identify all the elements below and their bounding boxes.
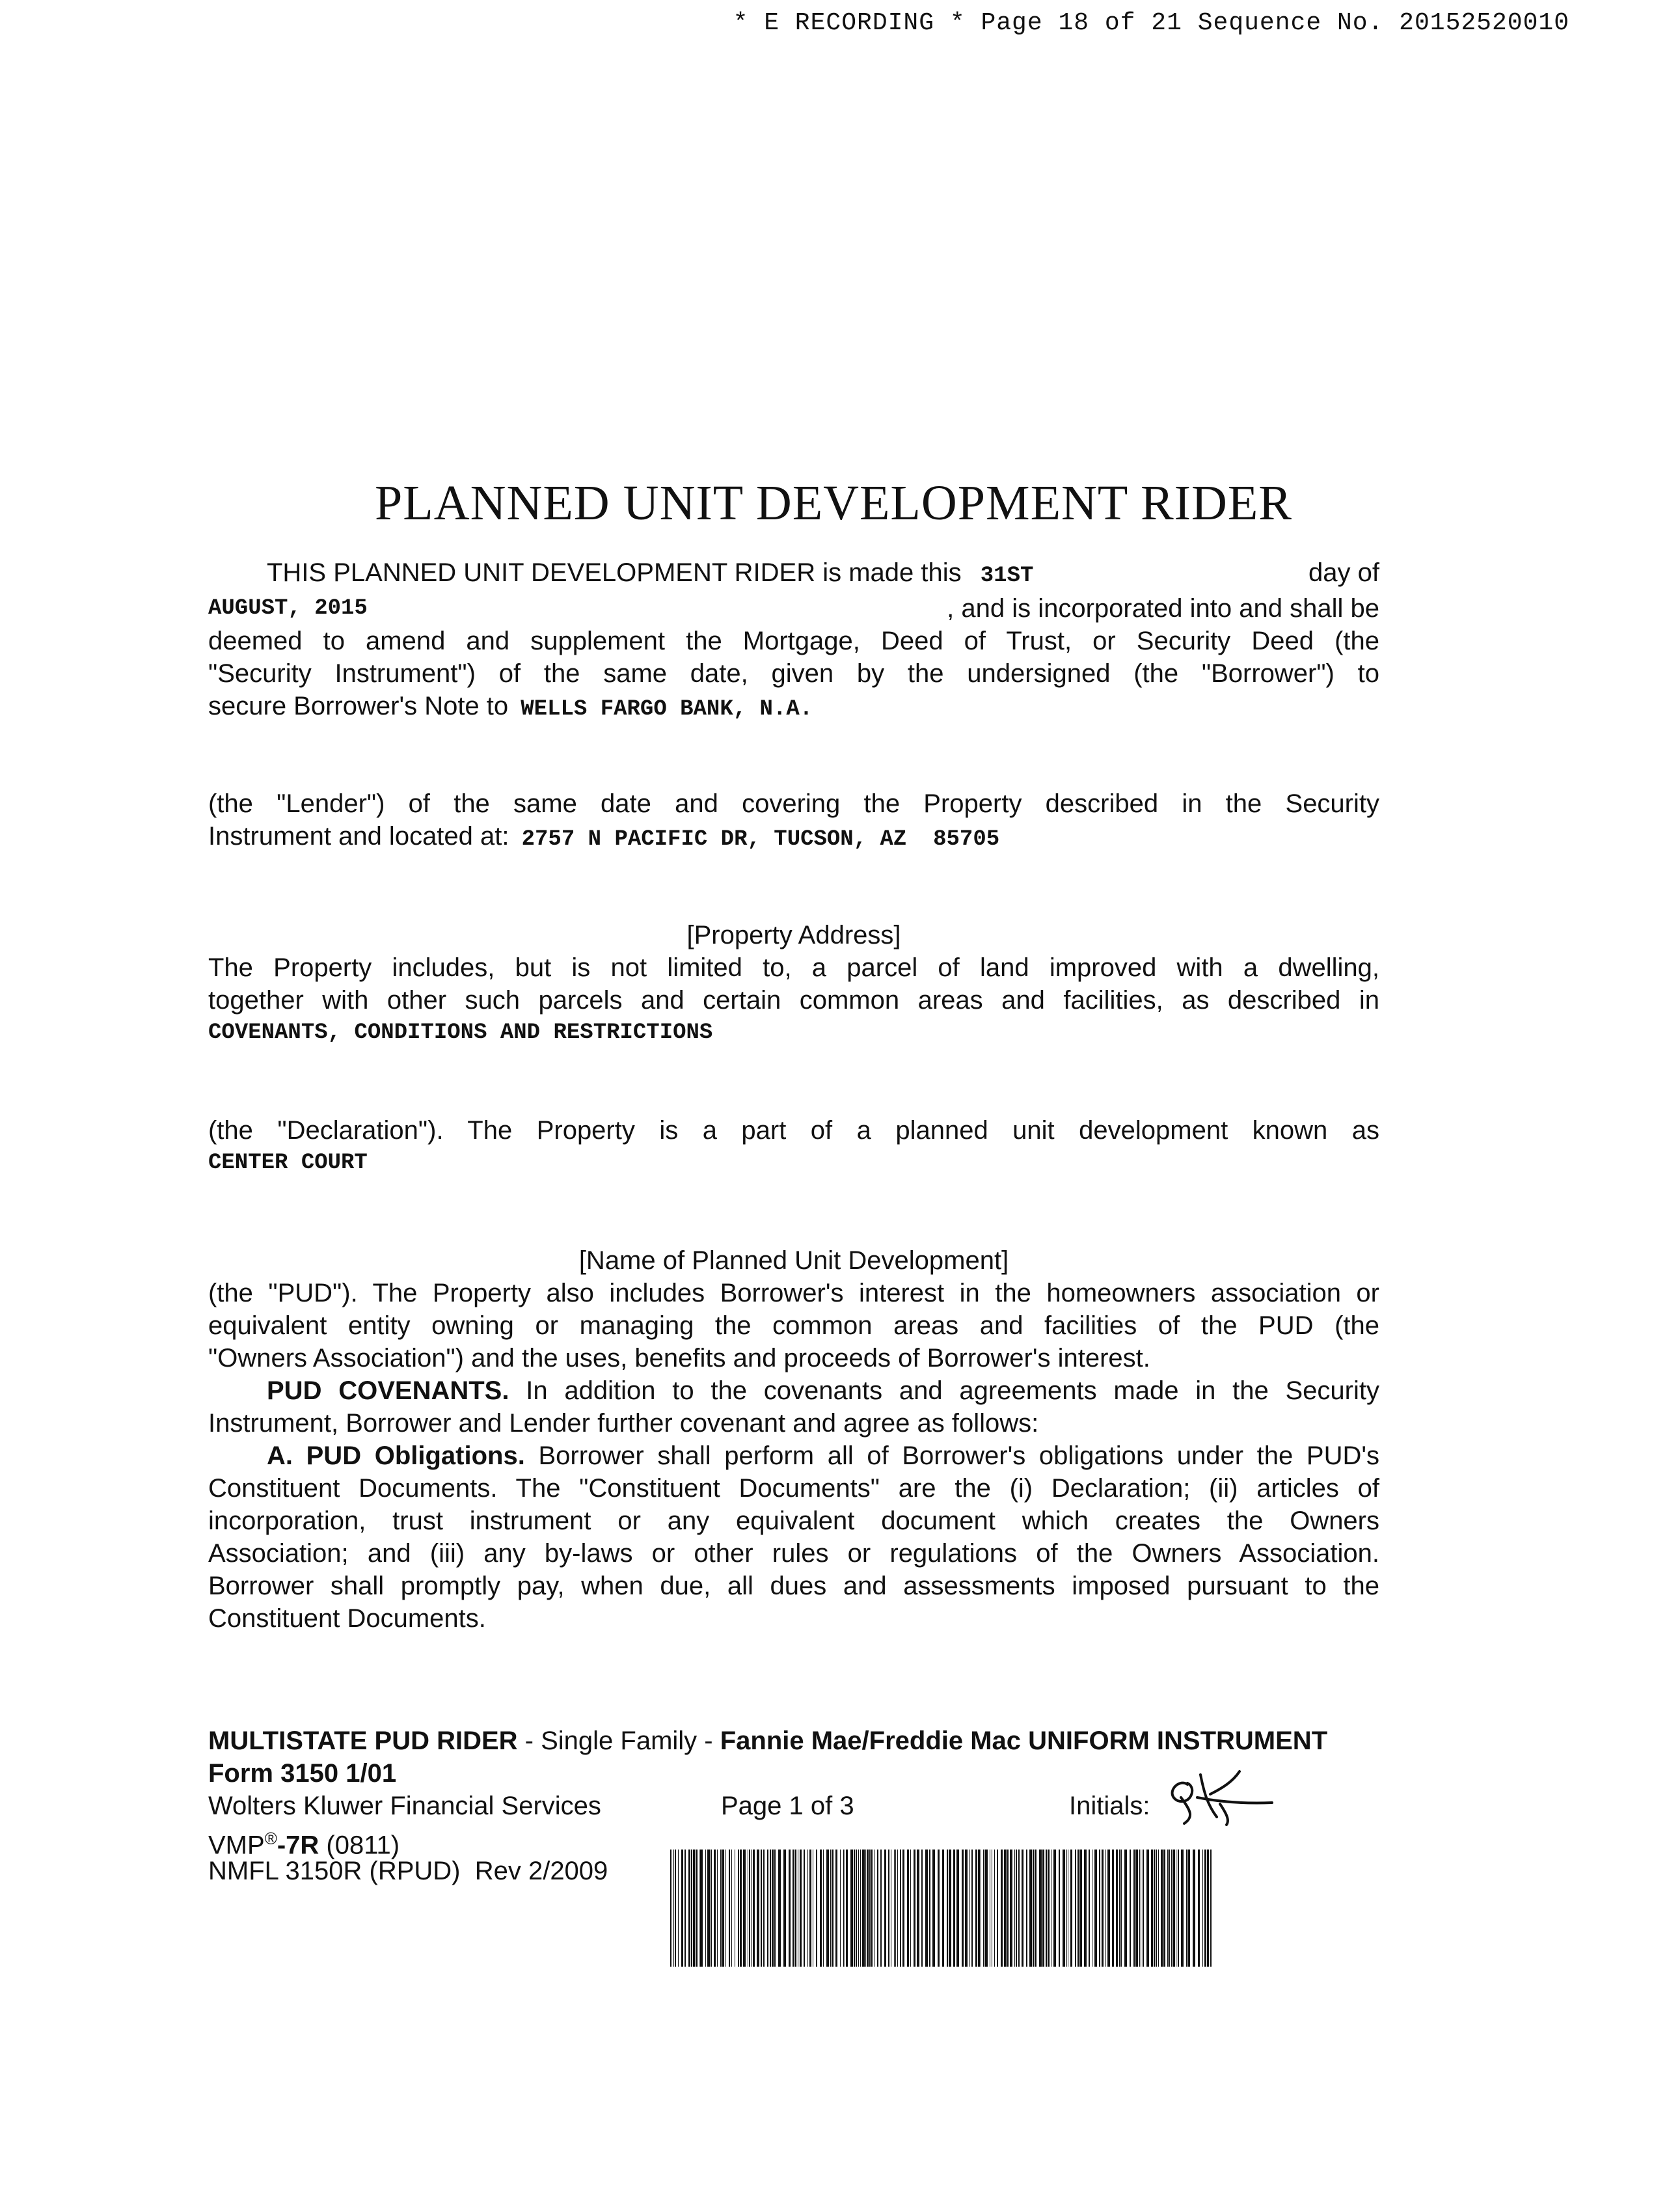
footer-vmp-suffix: (0811) — [319, 1831, 400, 1860]
barcode-bar — [1154, 1850, 1155, 1967]
barcode-bar — [1063, 1850, 1065, 1967]
barcode-bar — [1014, 1850, 1015, 1967]
barcode-bar — [1105, 1850, 1106, 1967]
barcode-bar — [895, 1850, 896, 1967]
barcode-bar — [1158, 1850, 1159, 1967]
barcode-bar — [1193, 1850, 1195, 1967]
barcode-bar — [757, 1850, 759, 1967]
intro-line2-rest: , and is incorporated into and shall be — [947, 594, 1379, 623]
property-address: 2757 N PACIFIC DR, TUCSON, AZ 85705 — [521, 827, 1000, 852]
barcode-bar — [880, 1850, 882, 1967]
section-a-line3: incorporation, trust instrument or any equivalent document which creates the Owners — [208, 1507, 1379, 1535]
barcode-bar — [693, 1850, 695, 1967]
pud-line2: equivalent entity owning or managing the common areas and facilities of the PUD (the — [208, 1311, 1379, 1340]
barcode-bar — [867, 1850, 869, 1967]
barcode-bar — [826, 1850, 829, 1967]
barcode-bar — [1079, 1850, 1082, 1967]
barcode-bar — [717, 1850, 718, 1967]
intro-paragraph — [208, 556, 1379, 726]
barcode-bar — [1139, 1850, 1140, 1967]
barcode-bar — [738, 1850, 739, 1967]
intro-line3: deemed to amend and supplement the Mortgage, Deed of Trust, or Security Deed (the — [208, 627, 1379, 655]
barcode-bar — [793, 1850, 794, 1967]
pud-line1: (the "PUD"). The Property also includes Borrower's interest in the homeowners association or — [208, 1279, 1379, 1307]
barcode-bar — [763, 1850, 765, 1967]
barcode-bar — [1210, 1850, 1212, 1967]
barcode-bar — [1066, 1850, 1067, 1967]
covenants-line2: Instrument, Borrower and Lender further covenant and agree as follows: — [208, 1409, 1039, 1438]
barcode-bar — [783, 1850, 786, 1967]
barcode-bar — [675, 1850, 676, 1967]
barcode-bar — [816, 1850, 817, 1967]
barcode-bar — [1146, 1850, 1149, 1967]
barcode-bar — [871, 1850, 873, 1967]
barcode-bar — [789, 1850, 791, 1967]
barcode-bar — [1048, 1850, 1050, 1967]
barcode-bar — [1161, 1850, 1163, 1967]
barcode-bar — [1029, 1850, 1032, 1967]
barcode-bar — [707, 1850, 710, 1967]
intro-line5-lead: secure Borrower's Note to — [208, 692, 509, 720]
barcode-bar — [761, 1850, 762, 1967]
barcode-bar — [1167, 1850, 1169, 1967]
barcode-bar — [843, 1850, 844, 1967]
barcode-bar — [1089, 1850, 1090, 1967]
footer-uniform: Fannie Mae/Freddie Mac UNIFORM INSTRUMENT — [720, 1727, 1328, 1755]
barcode-bar — [1163, 1850, 1165, 1967]
covenants-line1-rest: In addition to the covenants and agreements made in the Security — [526, 1376, 1379, 1405]
footer-page: Page 1 of 3 — [721, 1792, 854, 1820]
barcode-bar — [678, 1850, 679, 1967]
barcode-bar — [691, 1850, 692, 1967]
barcode-bar — [770, 1850, 771, 1967]
barcode-bar — [902, 1850, 904, 1967]
barcode-bar — [854, 1850, 855, 1967]
barcode-bar — [673, 1850, 674, 1967]
barcode-bar — [938, 1850, 940, 1967]
barcode-bar — [907, 1850, 909, 1967]
footer-form: Form 3150 1/01 — [208, 1759, 397, 1788]
barcode-bar — [1026, 1850, 1027, 1967]
barcode-bar — [830, 1850, 831, 1967]
barcode-bar — [997, 1850, 998, 1967]
footer-rider-rest: - Single Family - — [517, 1727, 720, 1755]
barcode-bar — [994, 1850, 995, 1967]
barcode-bar — [1169, 1850, 1170, 1967]
barcode — [670, 1850, 1217, 1967]
barcode-bar — [1001, 1850, 1003, 1967]
barcode-bar — [722, 1850, 724, 1967]
barcode-bar — [932, 1850, 935, 1967]
barcode-bar — [670, 1850, 671, 1967]
lender-paragraph — [208, 787, 1379, 856]
month-year-value: AUGUST, 2015 — [208, 596, 368, 621]
barcode-bar — [1124, 1850, 1127, 1967]
lender-name: WELLS FARGO BANK, N.A. — [521, 697, 813, 722]
barcode-bar — [1187, 1850, 1190, 1967]
footer-vmp-code: -7R — [277, 1831, 319, 1860]
pud-name: CENTER COURT — [208, 1151, 368, 1175]
barcode-bar — [1094, 1850, 1097, 1967]
barcode-bar — [1004, 1850, 1007, 1967]
barcode-bar — [684, 1850, 686, 1967]
barcode-bar — [953, 1850, 955, 1967]
section-a-line1 — [208, 1440, 1379, 1472]
barcode-bar — [985, 1850, 988, 1967]
barcode-bar — [1042, 1850, 1044, 1967]
day-of-label: day of — [1308, 558, 1379, 587]
barcode-bar — [947, 1850, 948, 1967]
barcode-bar — [1010, 1850, 1012, 1967]
barcode-bar — [862, 1850, 865, 1967]
barcode-bar — [897, 1850, 898, 1967]
covenants-heading: PUD COVENANTS. — [267, 1376, 509, 1405]
barcode-bar — [983, 1850, 984, 1967]
document-title: PLANNED UNIT DEVELOPMENT RIDER — [375, 476, 1292, 530]
pud-paragraph — [208, 1277, 1379, 1635]
barcode-bar — [725, 1850, 726, 1967]
barcode-bar — [942, 1850, 944, 1967]
barcode-bar — [749, 1850, 750, 1967]
barcode-bar — [914, 1850, 915, 1967]
barcode-bar — [807, 1850, 808, 1967]
footer-rider-bold: MULTISTATE PUD RIDER — [208, 1727, 518, 1755]
barcode-bar — [962, 1850, 964, 1967]
barcode-bar — [1178, 1850, 1179, 1967]
barcode-bar — [1035, 1850, 1036, 1967]
barcode-bar — [1039, 1850, 1042, 1967]
barcode-bar — [688, 1850, 690, 1967]
footer-nmfl: NMFL 3150R (RPUD) Rev 2/2009 — [208, 1857, 608, 1885]
barcode-bar — [1204, 1850, 1206, 1967]
barcode-bar — [869, 1850, 871, 1967]
section-a-line1-rest: Borrower shall perform all of Borrower's obligations under the PUD's — [538, 1441, 1379, 1470]
lender-line1: (the "Lender") of the same date and covering the Property described in the Security — [208, 789, 1379, 818]
barcode-bar — [743, 1850, 746, 1967]
barcode-bar — [978, 1850, 980, 1967]
barcode-bar — [1207, 1850, 1209, 1967]
property-line1: The Property includes, but is not limited to, a parcel of land improved with a dwelling, — [208, 953, 1379, 982]
pud-name-label: [Name of Planned Unit Development] — [578, 1246, 1009, 1275]
barcode-bar — [1116, 1850, 1118, 1967]
barcode-bar — [1143, 1850, 1144, 1967]
barcode-bar — [751, 1850, 752, 1967]
barcode-bar — [1099, 1850, 1100, 1967]
barcode-bar — [804, 1850, 805, 1967]
barcode-bar — [681, 1850, 683, 1967]
barcode-bar — [731, 1850, 732, 1967]
intro-line4: "Security Instrument") of the same date, given by the undersigned (the "Borrower") to — [208, 659, 1379, 688]
section-a-line5: Borrower shall promptly pay, when due, all dues and assessments imposed pursuant to the — [208, 1572, 1379, 1600]
barcode-bar — [820, 1850, 822, 1967]
barcode-bar — [969, 1850, 970, 1967]
barcode-bar — [1022, 1850, 1023, 1967]
barcode-bar — [877, 1850, 878, 1967]
barcode-bar — [705, 1850, 706, 1967]
barcode-bar — [856, 1850, 857, 1967]
footer-vmp-prefix: VMP — [208, 1831, 265, 1860]
day-value: 31ST — [980, 564, 1034, 588]
barcode-bar — [1107, 1850, 1110, 1967]
barcode-bar — [975, 1850, 977, 1967]
barcode-bar — [729, 1850, 730, 1967]
barcode-bar — [1046, 1850, 1047, 1967]
barcode-bar — [1059, 1850, 1060, 1967]
barcode-bar — [1033, 1850, 1034, 1967]
barcode-bar — [910, 1850, 911, 1967]
barcode-bar — [1075, 1850, 1076, 1967]
barcode-bar — [795, 1850, 796, 1967]
barcode-bar — [921, 1850, 923, 1967]
property-line2: together with other such parcels and certain common areas and facilities, as described in — [208, 986, 1379, 1015]
barcode-bar — [1007, 1850, 1009, 1967]
barcode-bar — [1102, 1850, 1104, 1967]
barcode-bar — [1112, 1850, 1114, 1967]
barcode-bar — [714, 1850, 716, 1967]
barcode-bar — [800, 1850, 802, 1967]
barcode-bar — [1070, 1850, 1072, 1967]
barcode-bar — [894, 1850, 895, 1967]
property-paragraph — [208, 951, 1379, 1049]
barcode-bar — [884, 1850, 886, 1967]
barcode-bar — [1077, 1850, 1079, 1967]
barcode-bar — [865, 1850, 866, 1967]
barcode-bar — [1133, 1850, 1135, 1967]
barcode-bar — [772, 1850, 774, 1967]
barcode-bar — [1120, 1850, 1122, 1967]
barcode-bar — [1156, 1850, 1157, 1967]
barcode-bar — [1023, 1850, 1024, 1967]
barcode-bar — [740, 1850, 742, 1967]
property-address-label: [Property Address] — [686, 921, 901, 949]
barcode-bar — [850, 1850, 853, 1967]
barcode-bar — [1171, 1850, 1172, 1967]
barcode-bar — [1173, 1850, 1175, 1967]
barcode-bar — [1151, 1850, 1153, 1967]
lender-line2-lead: Instrument and located at: — [208, 822, 509, 851]
footer-vmp-reg: ® — [264, 1829, 277, 1848]
barcode-bar — [767, 1850, 768, 1967]
footer-company: Wolters Kluwer Financial Services — [208, 1792, 601, 1820]
barcode-bar — [860, 1850, 861, 1967]
barcode-bar — [823, 1850, 824, 1967]
barcode-bar — [929, 1850, 930, 1967]
recording-header: * E RECORDING * Page 18 of 21 Sequence No. 20152520010 — [733, 9, 1569, 37]
barcode-bar — [925, 1850, 928, 1967]
intro-lead: THIS PLANNED UNIT DEVELOPMENT RIDER is made this — [267, 558, 962, 587]
barcode-bar — [949, 1850, 951, 1967]
barcode-bar — [753, 1850, 755, 1967]
barcode-bar — [1119, 1850, 1120, 1967]
barcode-bar — [1135, 1850, 1138, 1967]
footer-initials-label: Initials: — [1069, 1792, 1150, 1820]
barcode-bar — [965, 1850, 968, 1967]
pud-line3: "Owners Association") and the uses, benefits and proceeds of Borrower's interest. — [208, 1344, 1150, 1372]
barcode-bar — [1130, 1850, 1131, 1967]
section-a-line4: Association; and (iii) any by-laws or other rules or regulations of the Owners Association. — [208, 1539, 1379, 1568]
barcode-bar — [1084, 1850, 1087, 1967]
barcode-bar — [971, 1850, 973, 1967]
barcode-bar — [1053, 1850, 1056, 1967]
barcode-bar — [835, 1850, 837, 1967]
barcode-bar — [888, 1850, 889, 1967]
barcode-bar — [778, 1850, 781, 1967]
initials-signature — [1161, 1765, 1275, 1827]
barcode-bar — [846, 1850, 848, 1967]
barcode-bar — [1198, 1850, 1200, 1967]
barcode-bar — [1018, 1850, 1020, 1967]
covenants-line1 — [208, 1374, 1379, 1407]
barcode-bar — [700, 1850, 703, 1967]
barcode-bar — [840, 1850, 841, 1967]
barcode-bar — [1202, 1850, 1203, 1967]
barcode-bar — [696, 1850, 698, 1967]
barcode-bar — [900, 1850, 901, 1967]
barcode-bar — [917, 1850, 919, 1967]
barcode-bar — [1186, 1850, 1187, 1967]
declaration-paragraph — [208, 1114, 1379, 1179]
barcode-bar — [711, 1850, 712, 1967]
section-a-line6: Constituent Documents. — [208, 1604, 486, 1633]
barcode-bar — [1016, 1850, 1017, 1967]
barcode-bar — [774, 1850, 776, 1967]
footer-rider-line — [208, 1725, 1327, 1757]
section-a-line2: Constituent Documents. The "Constituent Documents" are the (i) Declaration; (ii) articles of — [208, 1474, 1379, 1503]
section-a-heading: A. PUD Obligations. — [267, 1441, 525, 1470]
barcode-bar — [720, 1850, 722, 1967]
declaration-name: COVENANTS, CONDITIONS AND RESTRICTIONS — [208, 1020, 713, 1045]
barcode-bar — [858, 1850, 859, 1967]
barcode-bar — [1181, 1850, 1184, 1967]
declaration-line1: (the "Declaration"). The Property is a part of a planned unit development known as — [208, 1116, 1379, 1145]
barcode-bar — [809, 1850, 811, 1967]
barcode-bar — [956, 1850, 959, 1967]
barcode-bar — [832, 1850, 833, 1967]
